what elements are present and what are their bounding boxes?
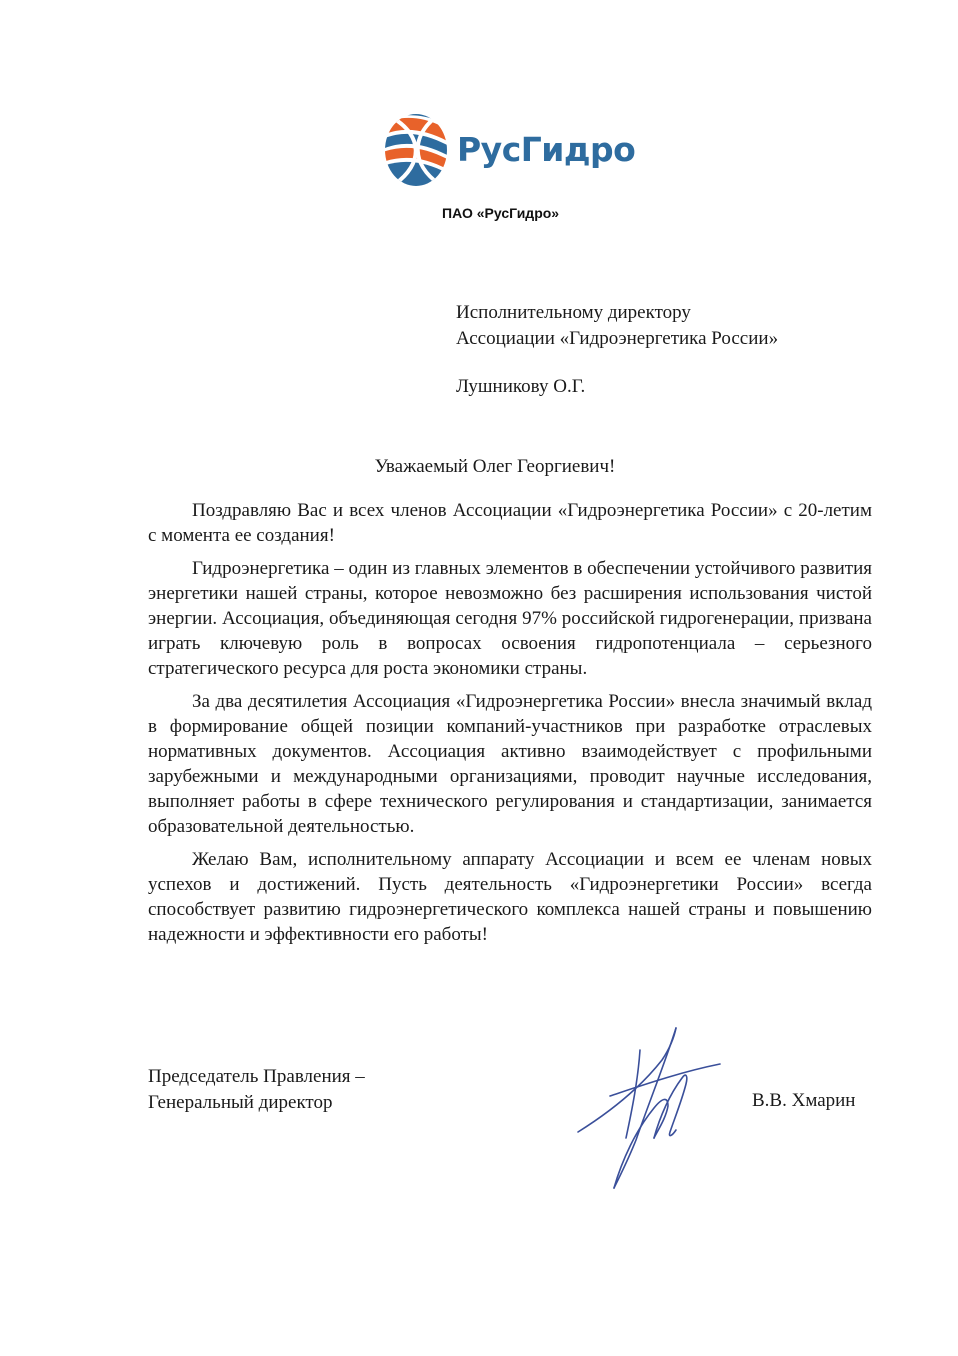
body-paragraph: За два десятилетия Ассоциация «Гидроэнергетика России» внесла значимый вклад в формирование общей позиции компаний-участников при разработке отраслевых нормативных документов. Ассоциация активно взаимодействует с профильными зарубежными и международными организациями, проводит научные исследования, выполняет работы в сфере технического регулирования и стандартизации, занимается образовательной деятельностью. [148,691,872,837]
handwritten-signature [570,1020,730,1195]
logo-wordmark: РусГидро [457,130,636,169]
addressee-line: Исполнительному директору [456,302,691,323]
salutation: Уважаемый Олег Георгиевич! [374,456,616,477]
body-paragraph: Гидроэнергетика – один из главных элементов в обеспечении устойчивого развития энергетики нашей страны, которое невозможно без расширения использования чистой энергии. Ассоциация, объединяющая сегодня 97% российской гидрогенерации, призвана играть ключевую роль в вопросах освоения гидропотенциала – серьезного стратегического ресурса для роста экономики страны. [148,558,872,679]
addressee-line: Ассоциации «Гидроэнергетика России» [456,328,779,349]
body-paragraph: Желаю Вам, исполнительному аппарату Ассоциации и всем ее членам новых успехов и достижений. Пусть деятельность «Гидроэнергетики России» всегда способствует развитию гидроэнергетического комплекса нашей страны и повышению надежности и эффективности его работы! [148,849,872,945]
letter-body [148,498,872,955]
signatory-title-line: Генеральный директор [148,1092,333,1113]
signatory-name: В.В. Хмарин [752,1090,856,1111]
rushydro-logo [383,112,636,192]
company-name: ПАО «РусГидро» [442,205,560,221]
addressee-block [456,300,778,352]
addressee-name: Лушникову О.Г. [456,376,586,397]
rushydro-emblem-icon [383,112,449,188]
signatory-title-line: Председатель Правления – [148,1066,365,1087]
signatory-title [148,1064,365,1116]
body-paragraph: Поздравляю Вас и всех членов Ассоциации «Гидроэнергетика России» с 20-летим с момента ее создания! [148,500,872,546]
